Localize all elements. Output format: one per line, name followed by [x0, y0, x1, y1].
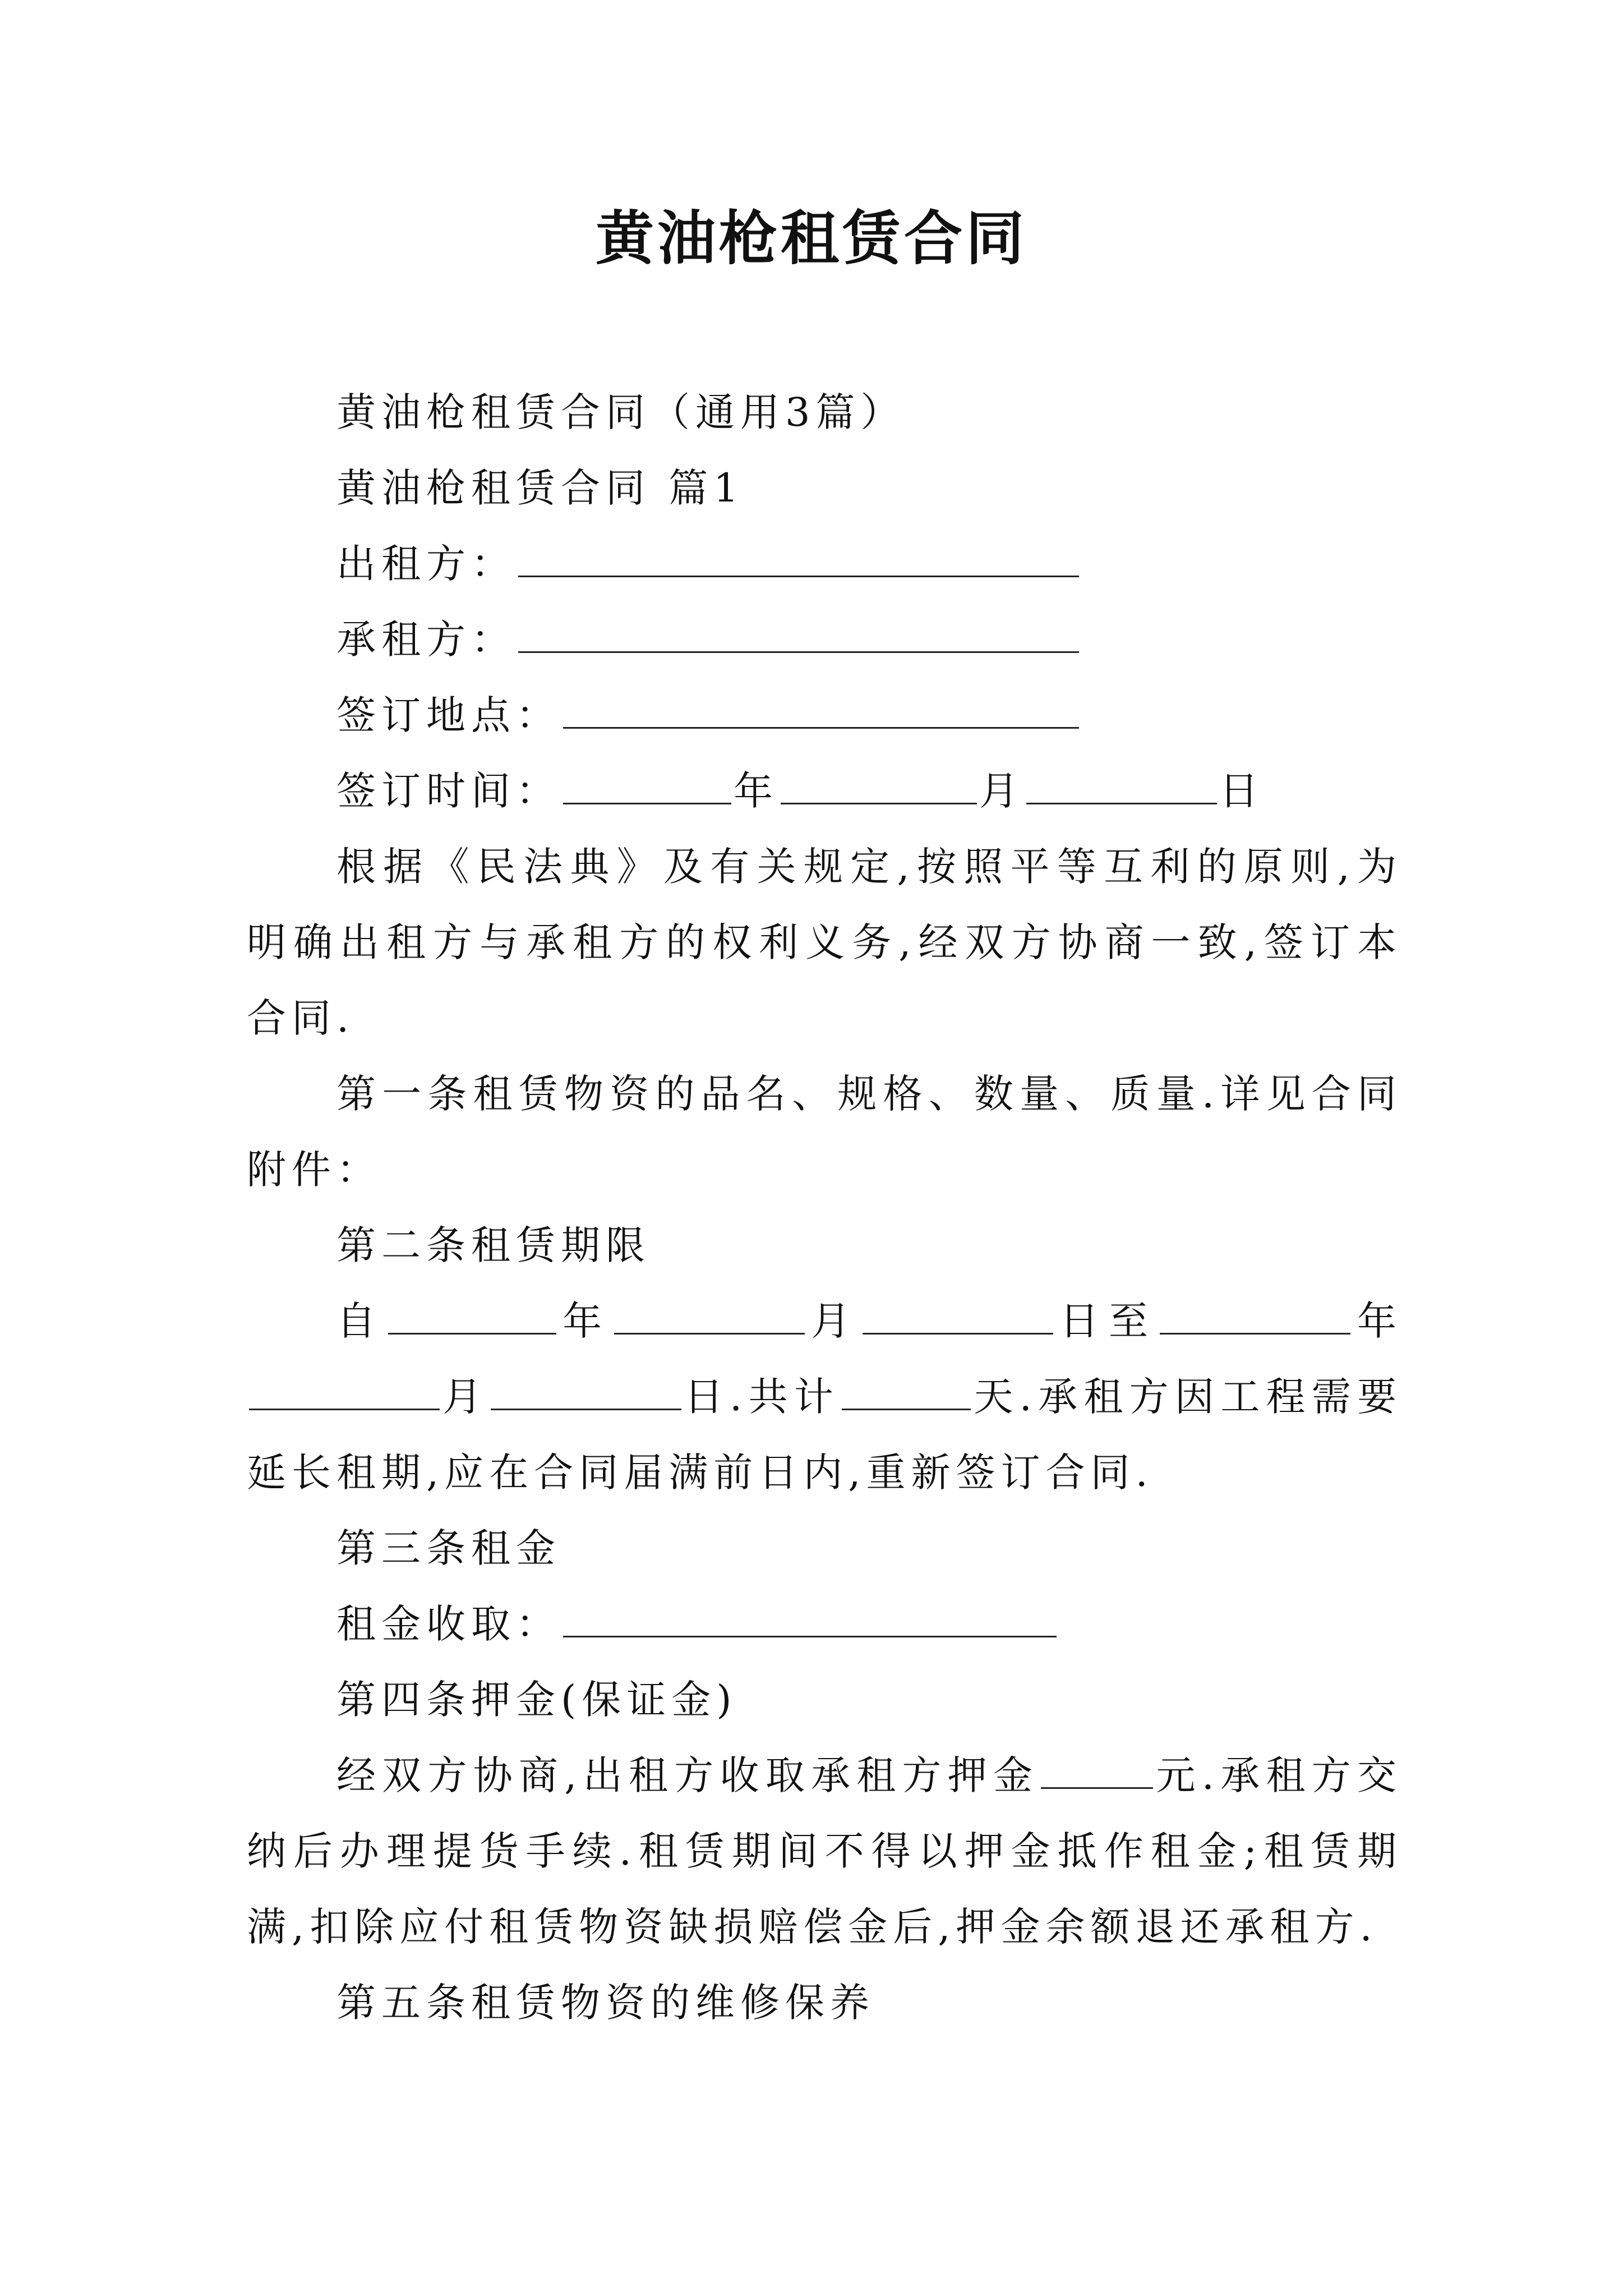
days-blank [842, 1408, 971, 1410]
start-day-blank [863, 1332, 1053, 1335]
article-3-title: 第三条租金 [336, 1525, 561, 1571]
place-blank [563, 726, 1079, 729]
end-year-text: 年 [1353, 1298, 1403, 1344]
article-2-title: 第二条租赁期限 [336, 1222, 651, 1268]
start-month-text: 月 [806, 1298, 860, 1344]
start-year-blank [388, 1332, 556, 1335]
section-heading: 黄油枪租赁合同 篇1 [336, 465, 744, 511]
lessee-line [247, 602, 1402, 678]
end-month-blank [249, 1408, 440, 1410]
article-5-title: 第五条租赁物资的维修保养 [336, 1980, 875, 2026]
lessor-label: 出租方： [336, 541, 516, 587]
document-body [247, 375, 1402, 2041]
deposit-blank [1041, 1787, 1153, 1789]
article-1: 第一条租赁物资的品名、规格、数量、质量.详见合同附件： [247, 1071, 1402, 1193]
end-day-blank [491, 1408, 681, 1410]
lessor-blank [518, 575, 1079, 577]
deposit-text-b: 元.承租方交纳后办理提货手续.租赁期间不得以押金抵作租金;租赁期满,扣除应付租赁物资缺损赔偿金后,押金余额退还承租方. [247, 1752, 1402, 1950]
month-blank [781, 802, 977, 804]
start-month-blank [614, 1332, 805, 1335]
lessee-label: 承租方： [336, 616, 516, 662]
place-line [247, 678, 1402, 753]
from-text: 自 [336, 1298, 386, 1344]
start-year-text: 年 [558, 1298, 612, 1344]
rent-line [247, 1586, 1402, 1662]
day-text: 日 [1219, 768, 1264, 814]
article-4-title: 第四条押金(保证金) [336, 1677, 737, 1723]
intro-paragraph: 根据《民法典》及有关规定,按照平等互利的原则,为明确出租方与承租方的权利义务,经双方协商一致,签订本合同. [247, 844, 1402, 1041]
year-text: 年 [734, 768, 778, 814]
lessee-blank [518, 651, 1079, 653]
document-title: 黄油枪租赁合同 [595, 204, 1027, 273]
month-text: 月 [979, 768, 1024, 814]
subtitle: 黄油枪租赁合同（通用3篇） [336, 389, 906, 435]
deposit-text-a: 经双方协商,出租方收取承租方押金 [336, 1752, 1039, 1798]
end-month-text: 月 [442, 1374, 488, 1420]
to-text: 日至 [1055, 1298, 1158, 1344]
year-blank [563, 802, 731, 804]
place-label: 签订地点： [336, 692, 561, 738]
lessor-line [247, 526, 1402, 602]
end-year-blank [1160, 1332, 1350, 1335]
total-text: 日.共计 [683, 1374, 840, 1420]
article-2-text [247, 1283, 1402, 1511]
rent-label: 租金收取： [336, 1601, 561, 1647]
rent-blank [563, 1635, 1057, 1637]
time-line [247, 753, 1402, 829]
article-2-rest: 天.承租方因工程需要延长租期,应在合同届满前日内,重新签订合同. [247, 1374, 1402, 1496]
article-4-text [247, 1738, 1402, 1965]
time-label: 签订时间： [336, 768, 561, 814]
day-blank [1026, 802, 1217, 804]
